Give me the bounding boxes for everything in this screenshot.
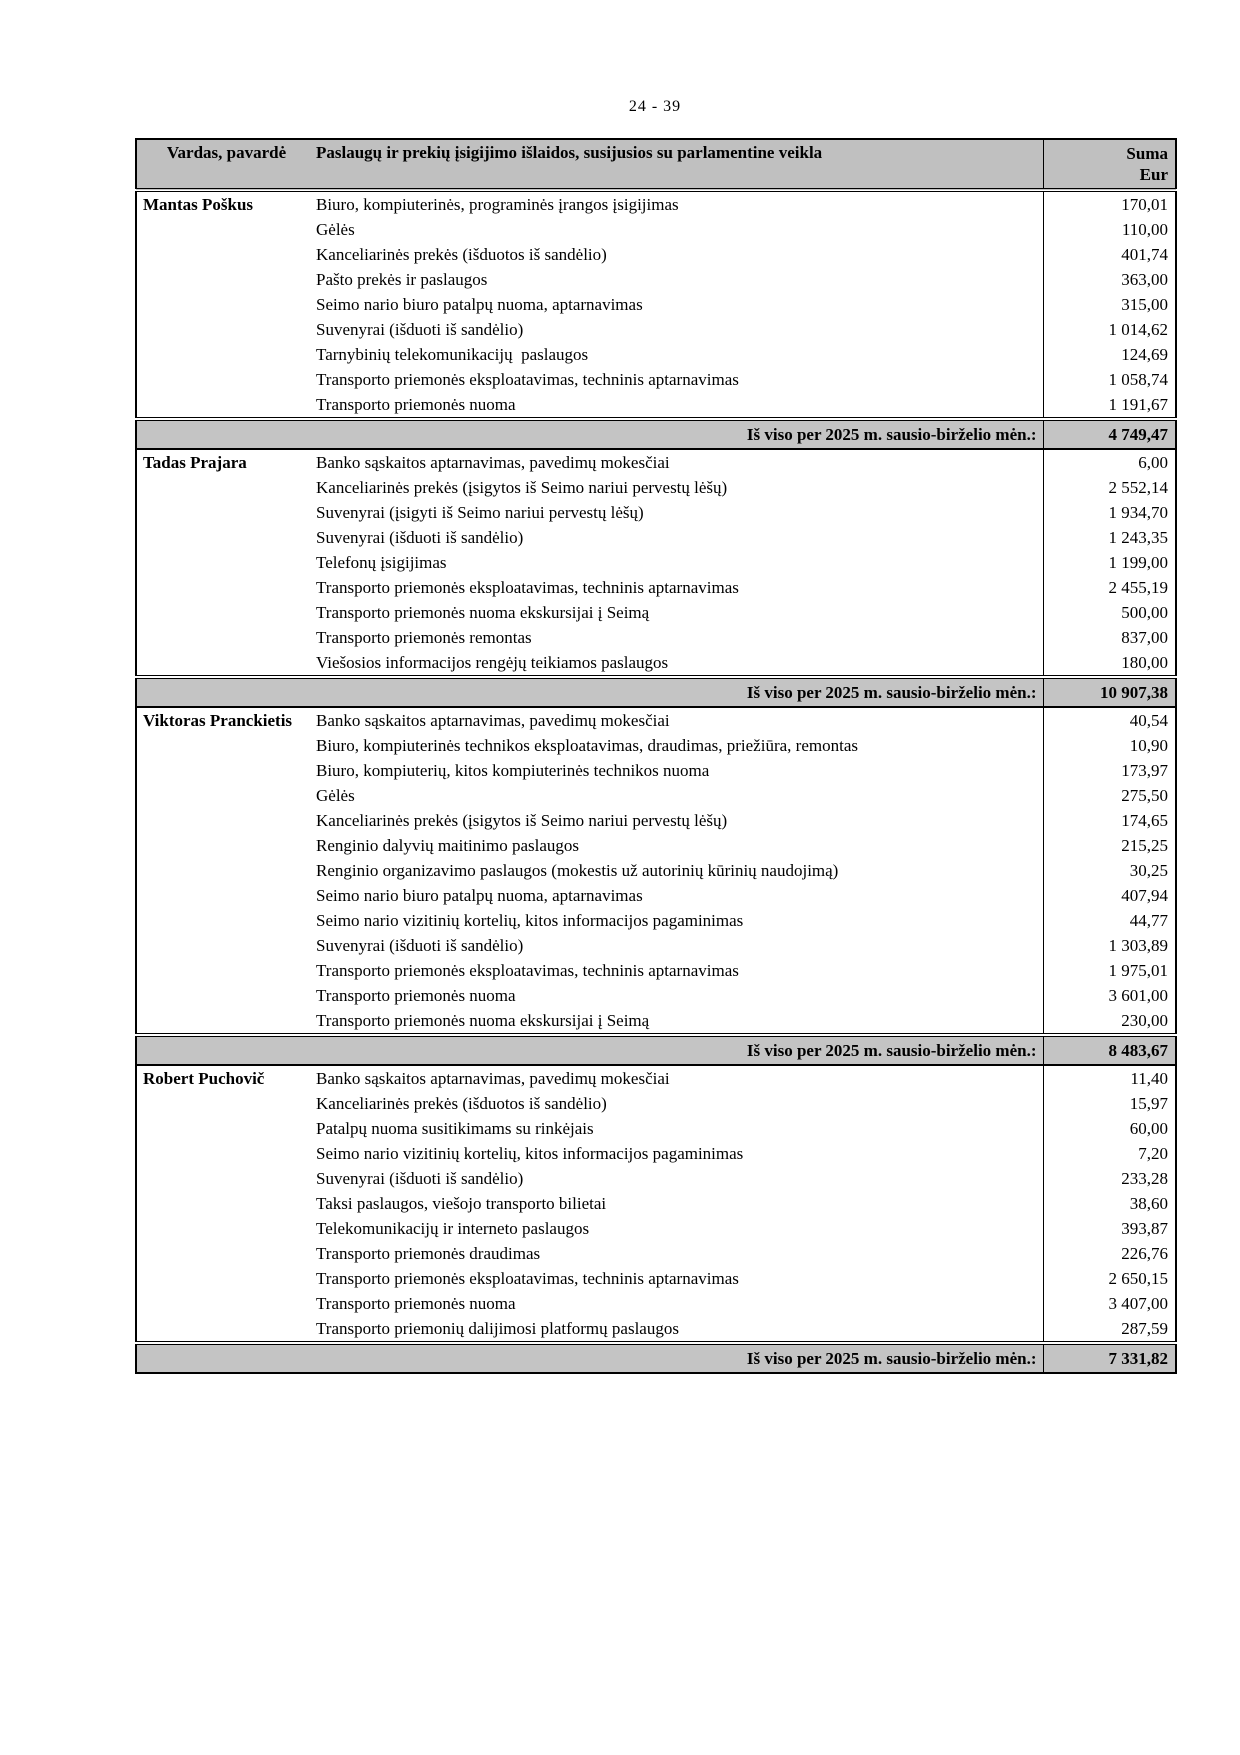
- expense-amount: 44,77: [1043, 908, 1176, 933]
- expense-row: [136, 707, 1176, 733]
- member-name-spacer: [136, 217, 316, 242]
- member-name-spacer: [136, 575, 316, 600]
- expense-description: Suvenyrai (išduoti iš sandėlio): [316, 319, 524, 339]
- expense-row: [136, 1141, 1176, 1166]
- table-header: [136, 139, 1176, 190]
- expense-row: [136, 833, 1176, 858]
- expense-description: Pašto prekės ir paslaugos: [316, 269, 488, 289]
- expense-amount: 226,76: [1043, 1241, 1176, 1266]
- header-row: [136, 139, 1176, 190]
- expense-amount: 2 455,19: [1043, 575, 1176, 600]
- expense-row: [136, 1065, 1176, 1091]
- expense-row: [136, 883, 1176, 908]
- header-sum-line1: Suma: [1126, 144, 1168, 163]
- header-expenses: Paslaugų ir prekių įsigijimo išlaidos, susijusios su parlamentine veikla: [316, 139, 1043, 190]
- expense-row: [136, 292, 1176, 317]
- member-name-spacer: [136, 933, 316, 958]
- expense-description: Gėlės: [316, 785, 355, 805]
- expense-amount: 1 199,00: [1043, 550, 1176, 575]
- member-name-spacer: [136, 1091, 316, 1116]
- subtotal-amount: 8 483,67: [1043, 1035, 1176, 1065]
- expense-row: [136, 190, 1176, 217]
- subtotal-label: Iš viso per 2025 m. sausio-birželio mėn.:: [136, 1343, 1043, 1373]
- expense-description: Banko sąskaitos aptarnavimas, pavedimų mokesčiai: [316, 452, 670, 472]
- expense-row: [136, 908, 1176, 933]
- expense-row: [136, 242, 1176, 267]
- member-name-spacer: [136, 908, 316, 933]
- expense-amount: 2 552,14: [1043, 475, 1176, 500]
- expense-description: Seimo nario biuro patalpų nuoma, aptarnavimas: [316, 885, 643, 905]
- expense-description: Telekomunikacijų ir interneto paslaugos: [316, 1218, 590, 1238]
- expense-row: [136, 983, 1176, 1008]
- expense-amount: 315,00: [1043, 292, 1176, 317]
- expense-description: Banko sąskaitos aptarnavimas, pavedimų mokesčiai: [316, 1068, 670, 1088]
- expense-amount: 1 934,70: [1043, 500, 1176, 525]
- member-name-spacer: [136, 958, 316, 983]
- subtotal-label: Iš viso per 2025 m. sausio-birželio mėn.:: [136, 677, 1043, 707]
- expense-description: Suvenyrai (išduoti iš sandėlio): [316, 935, 524, 955]
- expense-row: [136, 475, 1176, 500]
- expense-row: [136, 525, 1176, 550]
- expense-description: Seimo nario vizitinių kortelių, kitos informacijos pagaminimas: [316, 1143, 744, 1163]
- expense-description: Telefonų įsigijimas: [316, 552, 447, 572]
- expense-amount: 233,28: [1043, 1166, 1176, 1191]
- expense-amount: 174,65: [1043, 808, 1176, 833]
- page-number: 24 - 39: [628, 98, 682, 115]
- expense-amount: 1 975,01: [1043, 958, 1176, 983]
- member-name-spacer: [136, 1116, 316, 1141]
- expense-amount: 124,69: [1043, 342, 1176, 367]
- expense-amount: 275,50: [1043, 783, 1176, 808]
- expense-row: [136, 1316, 1176, 1343]
- expenses-table: [135, 138, 1177, 1374]
- expense-description: Transporto priemonės nuoma: [316, 394, 516, 414]
- expense-description: Suvenyrai (išduoti iš sandėlio): [316, 1168, 524, 1188]
- expense-description: Biuro, kompiuterinės, programinės įrangos įsigijimas: [316, 194, 679, 214]
- expense-description: Transporto priemonės eksploatavimas, techninis aptarnavimas: [316, 369, 739, 389]
- expense-row: [136, 217, 1176, 242]
- expense-amount: 393,87: [1043, 1216, 1176, 1241]
- expense-row: [136, 1266, 1176, 1291]
- expense-amount: 1 058,74: [1043, 367, 1176, 392]
- expense-description: Renginio dalyvių maitinimo paslaugos: [316, 835, 580, 855]
- member-name-spacer: [136, 650, 316, 677]
- member-name-spacer: [136, 758, 316, 783]
- expense-amount: 287,59: [1043, 1316, 1176, 1343]
- member-name: Mantas Poškus: [143, 194, 254, 214]
- member-name-spacer: [136, 1266, 316, 1291]
- expense-row: [136, 342, 1176, 367]
- expense-amount: 110,00: [1043, 217, 1176, 242]
- expense-row: [136, 1191, 1176, 1216]
- expense-amount: 2 650,15: [1043, 1266, 1176, 1291]
- member-name-spacer: [136, 392, 316, 419]
- expense-amount: 30,25: [1043, 858, 1176, 883]
- expense-row: [136, 600, 1176, 625]
- expense-amount: 173,97: [1043, 758, 1176, 783]
- member-name: Tadas Prajara: [143, 452, 247, 472]
- member-name-spacer: [136, 1291, 316, 1316]
- member-name-spacer: [136, 983, 316, 1008]
- expense-row: [136, 392, 1176, 419]
- expense-description: Transporto priemonės nuoma ekskursijai į Seimą: [316, 602, 650, 622]
- expense-row: [136, 267, 1176, 292]
- expense-description: Transporto priemonės nuoma: [316, 985, 516, 1005]
- expense-row: [136, 1166, 1176, 1191]
- table-body: [136, 190, 1176, 1373]
- member-name-spacer: [136, 525, 316, 550]
- member-name-spacer: [136, 1008, 316, 1035]
- expense-amount: 38,60: [1043, 1191, 1176, 1216]
- expense-description: Tarnybinių telekomunikacijų paslaugos: [316, 344, 589, 364]
- subtotal-amount: 4 749,47: [1043, 419, 1176, 449]
- expense-description: Kanceliarinės prekės (įsigytos iš Seimo nariui pervestų lėšų): [316, 810, 728, 830]
- expense-row: [136, 933, 1176, 958]
- expense-amount: 1 243,35: [1043, 525, 1176, 550]
- subtotal-label: Iš viso per 2025 m. sausio-birželio mėn.:: [136, 1035, 1043, 1065]
- member-name-spacer: [136, 292, 316, 317]
- expense-description: Transporto priemonės nuoma ekskursijai į Seimą: [316, 1010, 650, 1030]
- expense-row: [136, 500, 1176, 525]
- expense-row: [136, 317, 1176, 342]
- member-name: Viktoras Pranckietis: [143, 710, 293, 730]
- expense-row: [136, 808, 1176, 833]
- expense-row: [136, 625, 1176, 650]
- member-name-spacer: [136, 1191, 316, 1216]
- expense-amount: 215,25: [1043, 833, 1176, 858]
- expense-row: [136, 958, 1176, 983]
- expense-amount: 3 407,00: [1043, 1291, 1176, 1316]
- expense-amount: 11,40: [1043, 1065, 1176, 1091]
- expense-description: Transporto priemonės eksploatavimas, techninis aptarnavimas: [316, 960, 739, 980]
- subtotal-row: [136, 419, 1176, 449]
- expense-description: Transporto priemonių dalijimosi platformų paslaugos: [316, 1318, 679, 1338]
- expense-amount: 230,00: [1043, 1008, 1176, 1035]
- expense-description: Taksi paslaugos, viešojo transporto bilietai: [316, 1193, 607, 1213]
- expense-description: Viešosios informacijos rengėjų teikiamos paslaugos: [316, 652, 669, 672]
- expense-row: [136, 449, 1176, 475]
- expense-description: Biuro, kompiuterių, kitos kompiuterinės technikos nuoma: [316, 760, 710, 780]
- expense-row: [136, 858, 1176, 883]
- member-name-spacer: [136, 1166, 316, 1191]
- expense-row: [136, 575, 1176, 600]
- expense-amount: 837,00: [1043, 625, 1176, 650]
- member-name-spacer: [136, 625, 316, 650]
- expense-row: [136, 733, 1176, 758]
- expense-amount: 7,20: [1043, 1141, 1176, 1166]
- expense-description: Biuro, kompiuterinės technikos eksploatavimas, draudimas, priežiūra, remontas: [316, 735, 858, 755]
- member-name-spacer: [136, 267, 316, 292]
- expense-row: [136, 367, 1176, 392]
- expense-amount: 40,54: [1043, 707, 1176, 733]
- member-name-spacer: [136, 242, 316, 267]
- expense-amount: 1 191,67: [1043, 392, 1176, 419]
- member-name-spacer: [136, 342, 316, 367]
- header-sum: [1043, 139, 1176, 190]
- subtotal-amount: 10 907,38: [1043, 677, 1176, 707]
- expense-description: Transporto priemonės draudimas: [316, 1243, 541, 1263]
- expense-row: [136, 650, 1176, 677]
- expense-amount: 401,74: [1043, 242, 1176, 267]
- expense-amount: 1 303,89: [1043, 933, 1176, 958]
- member-name-spacer: [136, 1141, 316, 1166]
- expense-row: [136, 1241, 1176, 1266]
- expense-description: Patalpų nuoma susitikimams su rinkėjais: [316, 1118, 594, 1138]
- member-name-spacer: [136, 550, 316, 575]
- expense-description: Kanceliarinės prekės (išduotos iš sandėlio): [316, 244, 607, 264]
- member-name-spacer: [136, 317, 316, 342]
- expense-row: [136, 758, 1176, 783]
- member-name-spacer: [136, 833, 316, 858]
- header-name: Vardas, pavardė: [136, 139, 316, 190]
- expense-amount: 60,00: [1043, 1116, 1176, 1141]
- expense-description: Kanceliarinės prekės (įsigytos iš Seimo nariui pervestų lėšų): [316, 477, 728, 497]
- member-name-spacer: [136, 858, 316, 883]
- expense-description: Transporto priemonės eksploatavimas, techninis aptarnavimas: [316, 577, 739, 597]
- expense-row: [136, 783, 1176, 808]
- expense-amount: 3 601,00: [1043, 983, 1176, 1008]
- expense-row: [136, 1291, 1176, 1316]
- member-name-spacer: [136, 1316, 316, 1343]
- expense-description: Renginio organizavimo paslaugos (mokestis už autorinių kūrinių naudojimą): [316, 860, 839, 880]
- subtotal-amount: 7 331,82: [1043, 1343, 1176, 1373]
- expense-row: [136, 1091, 1176, 1116]
- expense-description: Seimo nario vizitinių kortelių, kitos informacijos pagaminimas: [316, 910, 744, 930]
- expense-amount: 407,94: [1043, 883, 1176, 908]
- expense-amount: 15,97: [1043, 1091, 1176, 1116]
- subtotal-label: Iš viso per 2025 m. sausio-birželio mėn.:: [136, 419, 1043, 449]
- member-name: Robert Puchovič: [143, 1068, 265, 1088]
- expense-row: [136, 1216, 1176, 1241]
- expense-amount: 1 014,62: [1043, 317, 1176, 342]
- expense-amount: 363,00: [1043, 267, 1176, 292]
- expense-description: Kanceliarinės prekės (išduotos iš sandėlio): [316, 1093, 607, 1113]
- member-name-spacer: [136, 1216, 316, 1241]
- expense-row: [136, 550, 1176, 575]
- subtotal-row: [136, 1343, 1176, 1373]
- expense-amount: 170,01: [1043, 190, 1176, 217]
- member-name-spacer: [136, 500, 316, 525]
- member-name-spacer: [136, 367, 316, 392]
- expense-amount: 6,00: [1043, 449, 1176, 475]
- member-name-spacer: [136, 475, 316, 500]
- expense-description: Transporto priemonės eksploatavimas, techninis aptarnavimas: [316, 1268, 739, 1288]
- member-name-spacer: [136, 1241, 316, 1266]
- member-name-spacer: [136, 733, 316, 758]
- expense-description: Transporto priemonės remontas: [316, 627, 532, 647]
- expense-description: Banko sąskaitos aptarnavimas, pavedimų mokesčiai: [316, 710, 670, 730]
- member-name-spacer: [136, 883, 316, 908]
- expense-description: Suvenyrai (įsigyti iš Seimo nariui pervestų lėšų): [316, 502, 644, 522]
- member-name-spacer: [136, 783, 316, 808]
- subtotal-row: [136, 1035, 1176, 1065]
- header-sum-line2: Eur: [1139, 165, 1168, 184]
- expense-description: Gėlės: [316, 219, 355, 239]
- expense-row: [136, 1116, 1176, 1141]
- expense-description: Transporto priemonės nuoma: [316, 1293, 516, 1313]
- expense-description: Seimo nario biuro patalpų nuoma, aptarnavimas: [316, 294, 643, 314]
- expense-amount: 10,90: [1043, 733, 1176, 758]
- expense-amount: 180,00: [1043, 650, 1176, 677]
- expense-amount: 500,00: [1043, 600, 1176, 625]
- subtotal-row: [136, 677, 1176, 707]
- member-name-spacer: [136, 808, 316, 833]
- expense-row: [136, 1008, 1176, 1035]
- member-name-spacer: [136, 600, 316, 625]
- expense-description: Suvenyrai (išduoti iš sandėlio): [316, 527, 524, 547]
